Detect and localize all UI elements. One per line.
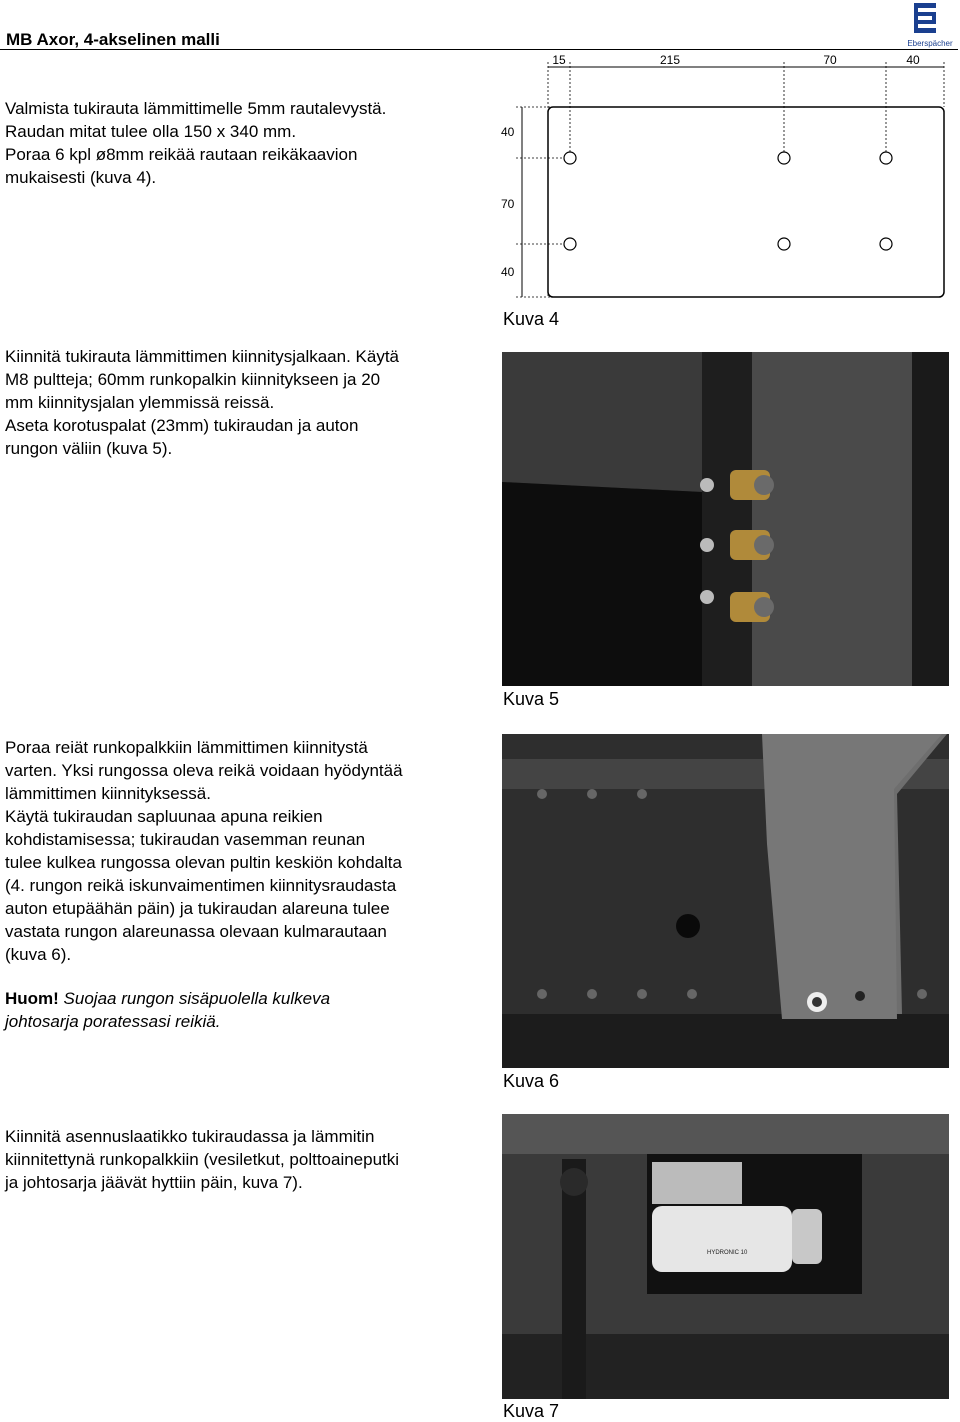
text-line: kiinnitettynä runkopalkkiin (vesiletkut, polttoaineputki xyxy=(5,1150,400,1169)
text-line: mm kiinnitysjalan ylemmissä reissä. xyxy=(5,393,275,412)
dim-left-2: 70 xyxy=(501,197,515,211)
dim-left-3: 40 xyxy=(501,265,515,279)
text-line: (kuva 6). xyxy=(5,945,72,964)
note-text: Suojaa rungon sisäpuolella kulkeva xyxy=(58,989,331,1008)
warning-note xyxy=(5,987,485,1033)
photo-kuva5 xyxy=(502,352,949,686)
text-line: Poraa 6 kpl ø8mm reikää rautaan reikäkaavion xyxy=(5,145,358,164)
text-line: ja johtosarja jäävät hyttiin päin, kuva 7). xyxy=(5,1173,303,1192)
dim-left-1: 40 xyxy=(501,125,515,139)
heater-label: HYDRONIC 10 xyxy=(707,1250,748,1256)
text-line: M8 pultteja; 60mm runkopalkin kiinnitykseen ja 20 xyxy=(5,370,381,389)
text-line: Kiinnitä asennuslaatikko tukiraudassa ja lämmitin xyxy=(5,1127,375,1146)
section-2-text xyxy=(5,345,485,460)
text-line: varten. Yksi rungossa oleva reikä voidaan hyödyntää xyxy=(5,761,403,780)
section-1-text xyxy=(5,97,485,189)
text-line: vastata rungon alareunassa olevaan kulmarautaan xyxy=(5,922,387,941)
drill-template-figure xyxy=(496,52,956,302)
note-label: Huom! xyxy=(5,989,59,1008)
text-line: (4. rungon reikä iskunvaimentimen kiinnitysraudasta xyxy=(5,876,397,895)
dim-top-2: 215 xyxy=(659,53,681,67)
section-4-text xyxy=(5,1125,485,1194)
text-line: mukaisesti (kuva 4). xyxy=(5,168,157,187)
eberspacher-logo xyxy=(902,2,958,54)
text-line: Raudan mitat tulee olla 150 x 340 mm. xyxy=(5,122,297,141)
section-3-text xyxy=(5,736,485,966)
text-line: Kiinnitä tukirauta lämmittimen kiinnitysjalkaan. Käytä xyxy=(5,347,400,366)
note-line-1 xyxy=(5,987,485,1010)
figure-caption-kuva6: Kuva 6 xyxy=(503,1071,560,1091)
dim-top-3: 70 xyxy=(823,53,837,67)
figure-caption-kuva4: Kuva 4 xyxy=(503,309,560,329)
dim-top-1: 15 xyxy=(552,53,566,67)
logo-wordmark: Eberspächer xyxy=(907,39,953,48)
page-title: MB Axor, 4-akselinen malli xyxy=(6,30,220,49)
text-line: lämmittimen kiinnityksessä. xyxy=(5,784,211,803)
dim-top-4: 40 xyxy=(906,53,920,67)
figure-caption-kuva5: Kuva 5 xyxy=(503,689,560,709)
figure-caption-kuva7: Kuva 7 xyxy=(503,1401,560,1421)
text-line: Aseta korotuspalat (23mm) tukiraudan ja auton xyxy=(5,416,359,435)
note-line-2: johtosarja poratessasi reikiä. xyxy=(5,1012,221,1031)
photo-kuva6 xyxy=(502,734,949,1068)
header-rule xyxy=(0,49,958,50)
text-line: Valmista tukirauta lämmittimelle 5mm rautalevystä. xyxy=(5,99,387,118)
text-line: Käytä tukiraudan sapluunaa apuna reikien xyxy=(5,807,323,826)
text-line: auton etupäähän päin) ja tukiraudan alareuna tulee xyxy=(5,899,390,918)
text-line: tulee kulkea rungossa olevan pultin keskiön kohdalta xyxy=(5,853,402,872)
text-line: Poraa reiät runkopalkkiin lämmittimen kiinnitystä xyxy=(5,738,368,757)
text-line: kohdistamisessa; tukiraudan vasemman reunan xyxy=(5,830,366,849)
text-line: rungon väliin (kuva 5). xyxy=(5,439,173,458)
photo-kuva7 xyxy=(502,1114,949,1399)
